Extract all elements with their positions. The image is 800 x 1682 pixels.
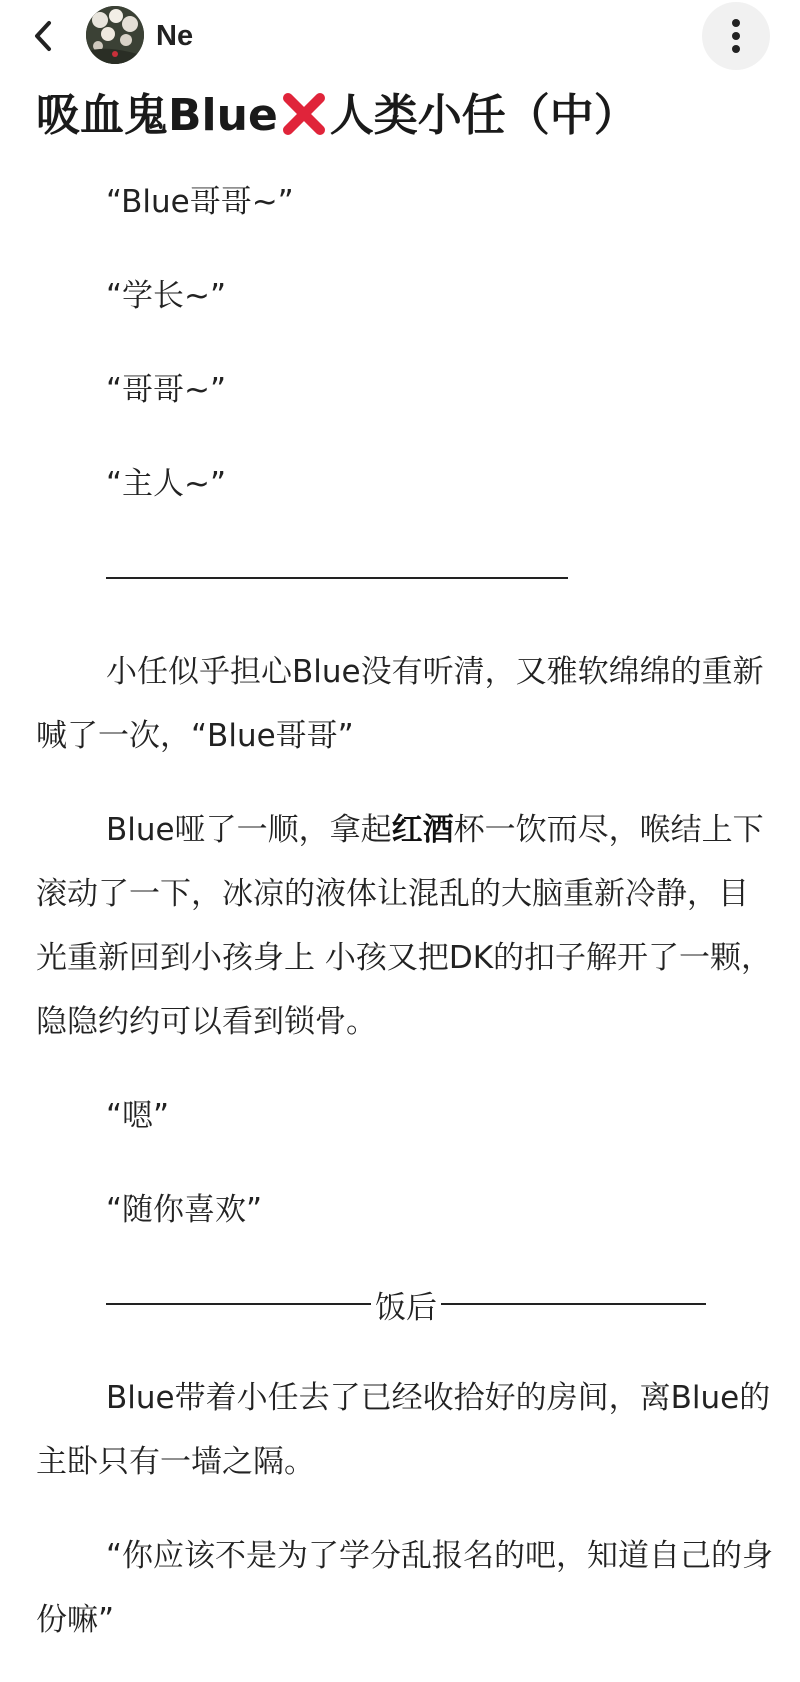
paragraph: “你应该不是为了学分乱报名的吧，知道自己的身份嘛” (36, 1538, 774, 1638)
dialogue-line: “哥哥~” (106, 372, 227, 408)
title-part-1: 吸血鬼Blue (36, 90, 278, 141)
vertical-dots-icon (730, 18, 742, 54)
more-options-button[interactable] (702, 2, 770, 70)
paragraph (36, 798, 776, 1054)
paragraph: 小任似乎担心Blue没有听清，又雅软绵绵的重新喊了一次，“Blue哥哥” (36, 654, 764, 754)
paragraph: Blue带着小任去了已经收拾好的房间，离Blue的主卧只有一墙之隔。 (36, 1380, 771, 1480)
title-part-2: 人类小任（中） (329, 90, 638, 141)
paragraph-text: Blue哑了一顺，拿起 (106, 812, 392, 848)
avatar[interactable] (86, 6, 144, 64)
divider-line (106, 577, 568, 579)
dialogue-line: “学长~” (106, 278, 227, 314)
dialogue-line: “Blue哥哥~” (106, 184, 294, 220)
top-bar (0, 0, 800, 72)
divider-label: 饭后 (375, 1289, 437, 1326)
paragraph-text: 杯一饮而尽，喉结上下滚动了一下，冰凉的液体让混乱的大脑重新冷静，目光重新回到小孩身上 小孩又把DK的扣子解开了一颗，隐隐约约可以看到锁骨。 (36, 812, 773, 1040)
dialogue-line: “主人~” (106, 466, 227, 502)
divider-line (441, 1303, 706, 1305)
bold-keyword: 红酒 (391, 812, 454, 848)
back-button[interactable] (26, 16, 60, 56)
divider-line (106, 1303, 371, 1305)
author-name[interactable]: Ne (156, 20, 194, 52)
section-divider (36, 546, 776, 610)
red-x-icon (280, 92, 328, 136)
article-body (36, 170, 776, 1682)
article-title (36, 84, 776, 148)
labeled-divider (106, 1272, 706, 1336)
chevron-left-icon (32, 19, 54, 53)
dialogue-line: “随你喜欢” (106, 1192, 263, 1228)
dialogue-line: “嗯” (106, 1098, 170, 1134)
